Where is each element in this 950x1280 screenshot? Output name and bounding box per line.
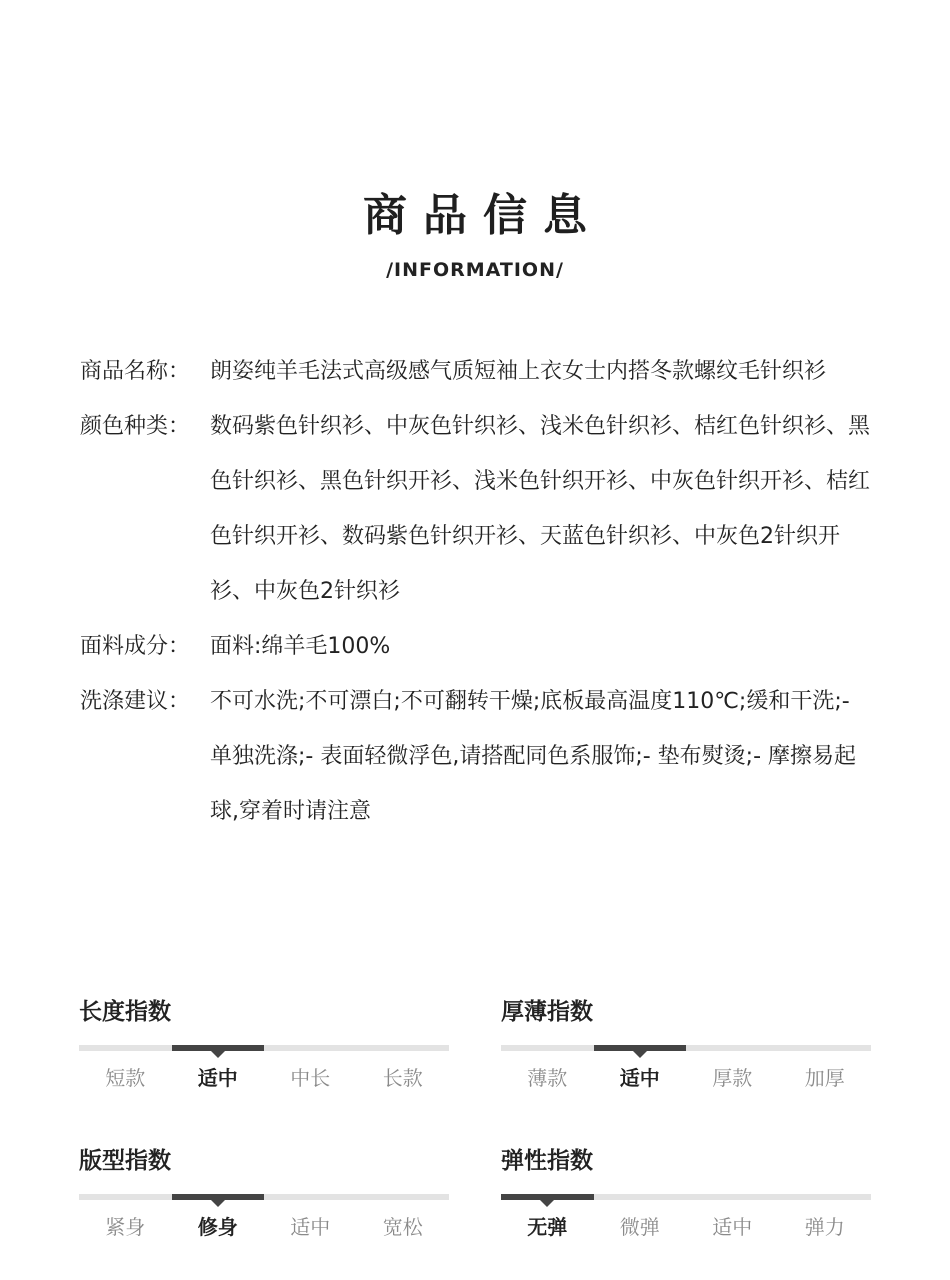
index-option: 长款 [382, 1066, 423, 1090]
info-value: 面料:绵羊毛100% [210, 634, 391, 659]
index-track [501, 1045, 871, 1051]
index-option: 短款 [105, 1066, 146, 1090]
pointer-triangle-icon [211, 1051, 225, 1058]
index-options [79, 1213, 449, 1241]
index-selected-marker [172, 1194, 265, 1200]
product-info-list [80, 344, 880, 839]
info-value: 数码紫色针织衫、中灰色针织衫、浅米色针织衫、桔红色针织衫、黑色针织衫、黑色针织开衫、浅米色针织开衫、中灰色针织开衫、桔红色针织开衫、数码紫色针织开衫、天蓝色针织衫、中灰色2针织开衫、中灰色2针织衫 [210, 414, 871, 604]
index-options [501, 1213, 871, 1241]
index-option: 适中 [197, 1066, 238, 1090]
index-selected-marker [501, 1194, 594, 1200]
info-label: 商品名称： [80, 359, 191, 384]
info-value: 朗姿纯羊毛法式高级感气质短袖上衣女士内搭冬款螺纹毛针织衫 [210, 359, 827, 384]
index-title: 弹性指数 [501, 1148, 593, 1174]
index-option: 修身 [197, 1215, 238, 1239]
index-option: 厚款 [712, 1066, 753, 1090]
index-track [79, 1194, 449, 1200]
index-option: 适中 [619, 1066, 660, 1090]
pointer-triangle-icon [633, 1051, 647, 1058]
index-title: 厚薄指数 [501, 999, 593, 1025]
pointer-triangle-icon [211, 1200, 225, 1207]
index-title: 长度指数 [79, 999, 171, 1025]
info-row-colors [80, 399, 880, 619]
index-option: 微弹 [619, 1215, 660, 1239]
index-options [79, 1064, 449, 1092]
index-option: 无弹 [527, 1215, 568, 1239]
index-track [79, 1045, 449, 1051]
index-option: 宽松 [382, 1215, 423, 1239]
index-options [501, 1064, 871, 1092]
info-row-product-name [80, 344, 880, 399]
info-row-washing [80, 674, 880, 839]
info-value: 不可水洗;不可漂白;不可翻转干燥;底板最高温度110℃;缓和干洗;- 单独洗涤;- 表面轻微浮色,请搭配同色系服饰;- 垫布熨烫;- 摩擦易起球,穿着时请注意 [210, 689, 857, 824]
index-option: 薄款 [527, 1066, 568, 1090]
info-label: 洗涤建议： [80, 689, 191, 714]
index-option: 加厚 [804, 1066, 845, 1090]
pointer-triangle-icon [540, 1200, 554, 1207]
thickness-index [501, 996, 871, 1092]
index-selected-marker [594, 1045, 687, 1051]
index-option: 中长 [290, 1066, 331, 1090]
page-title: 商品信息 [363, 190, 603, 241]
index-option: 适中 [290, 1215, 331, 1239]
info-label: 面料成分： [80, 634, 191, 659]
index-track [501, 1194, 871, 1200]
index-option: 紧身 [105, 1215, 146, 1239]
page-subtitle: /INFORMATION/ [386, 259, 564, 281]
index-selected-marker [172, 1045, 265, 1051]
index-option: 适中 [712, 1215, 753, 1239]
info-row-material [80, 619, 880, 674]
fit-index [79, 1145, 449, 1241]
index-title: 版型指数 [79, 1148, 171, 1174]
info-label: 颜色种类： [80, 414, 191, 439]
elasticity-index [501, 1145, 871, 1241]
index-option: 弹力 [804, 1215, 845, 1239]
length-index [79, 996, 449, 1092]
